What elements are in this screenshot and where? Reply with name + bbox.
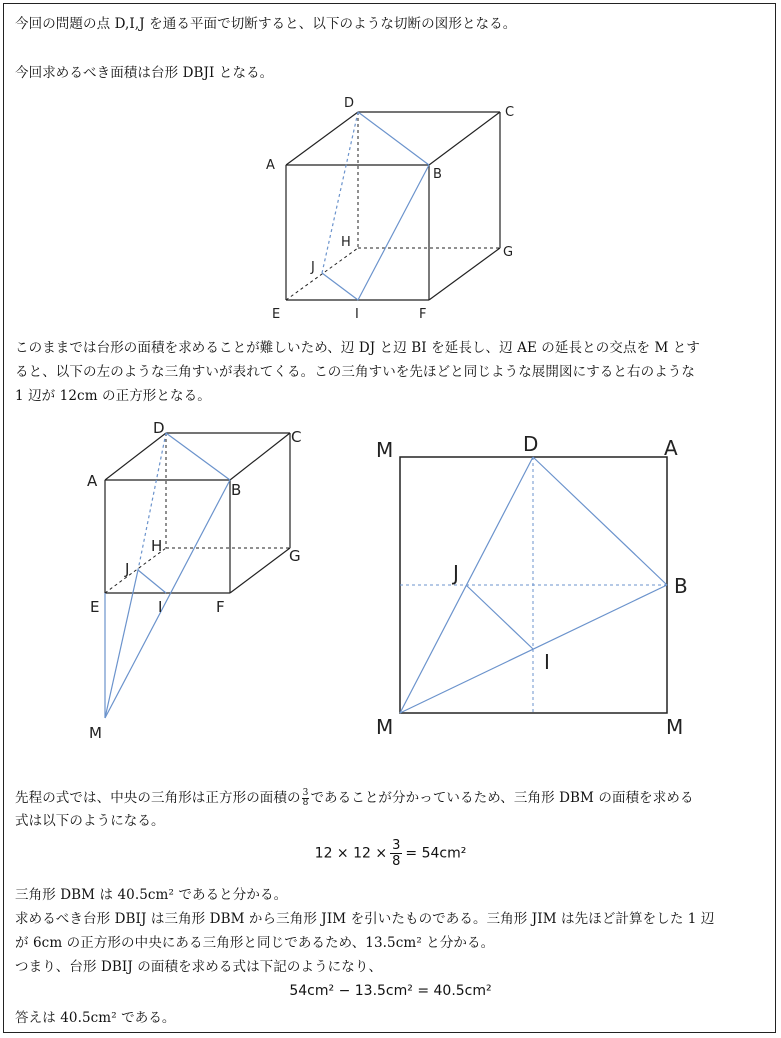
label-J: J: [311, 260, 315, 275]
para2-line-2: ると、以下の左のような三角すいが表れてくる。この三角すいを先ほどと同じような展開図にすると右のような: [15, 364, 695, 380]
para2-line-1: このままでは台形の面積を求めることが難しいため、辺 DJ と辺 BI を延長し、辺 AE の延長との交点を M とす: [15, 340, 701, 356]
para3-line-1: [15, 788, 694, 808]
equation-1-numerator: 3: [392, 838, 401, 853]
label-H: H: [341, 235, 351, 250]
label-J: J: [125, 560, 130, 578]
intro-line-1: 今回の問題の点 D,I,J を通る平面で切断すると、以下のような切断の図形となる。: [15, 16, 517, 32]
label-I: I: [544, 650, 550, 674]
para3-text-b: であることが分かっているため、三角形 DBM の面積を求める: [310, 790, 694, 806]
para3-text-a: 先程の式では、中央の三角形は正方形の面積の: [15, 790, 301, 806]
fraction-inline: [302, 789, 310, 808]
answer-line: 答えは 40.5cm² である。: [15, 1010, 176, 1026]
intro-line-2: 今回求めるべき面積は台形 DBJI となる。: [15, 65, 274, 81]
label-M-bottom-left: M: [376, 715, 394, 739]
equation-1-right: = 54cm²: [405, 845, 467, 862]
figure-net-square: [370, 425, 700, 745]
label-M: M: [89, 724, 102, 742]
label-E: E: [90, 598, 100, 616]
label-A: A: [266, 158, 275, 173]
fraction-denominator: 8: [302, 798, 309, 808]
label-E: E: [272, 307, 281, 322]
label-B: B: [231, 481, 242, 499]
label-F: F: [419, 307, 427, 322]
equation-1: [0, 838, 781, 869]
line-dbm: 三角形 DBM は 40.5cm² であると分かる。: [15, 887, 288, 903]
equation-1-fraction: [390, 838, 402, 869]
fraction-numerator: 3: [302, 788, 309, 798]
label-C: C: [505, 105, 515, 120]
label-A: A: [87, 472, 98, 490]
label-D: D: [153, 419, 165, 437]
line-tsumari: つまり、台形 DBIJ の面積を求める式は下記のようになり、: [15, 959, 383, 975]
line-required-2: が 6cm の正方形の中央にある三角形と同じであるため、13.5cm² と分かる。: [15, 935, 495, 951]
label-B: B: [674, 574, 688, 598]
label-B: B: [433, 167, 442, 182]
label-A: A: [664, 436, 678, 460]
figure-pyramid: [80, 415, 310, 745]
label-I: I: [355, 307, 359, 322]
line-required-1: 求めるべき台形 DBIJ は三角形 DBM から三角形 JIM を引いたものである。三角形 JIM は先ほど計算をした 1 辺: [15, 911, 715, 927]
label-D: D: [523, 432, 539, 456]
label-D: D: [344, 96, 355, 111]
label-G: G: [289, 547, 301, 565]
label-H: H: [151, 537, 163, 555]
label-M-bottom-right: M: [666, 715, 684, 739]
label-G: G: [503, 245, 514, 260]
figure-cube-cut: [255, 90, 535, 322]
label-M-top-left: M: [376, 438, 394, 462]
equation-1-denominator: 8: [392, 854, 401, 869]
label-F: F: [216, 598, 225, 616]
label-J: J: [453, 561, 459, 585]
label-C: C: [291, 428, 302, 446]
para3-line-2: 式は以下のようになる。: [15, 813, 165, 829]
para2-line-3: 1 辺が 12cm の正方形となる。: [15, 388, 211, 404]
label-I: I: [158, 598, 163, 616]
equation-2: 54cm² − 13.5cm² = 40.5cm²: [289, 983, 492, 999]
equation-1-left: 12 × 12 ×: [314, 845, 388, 862]
